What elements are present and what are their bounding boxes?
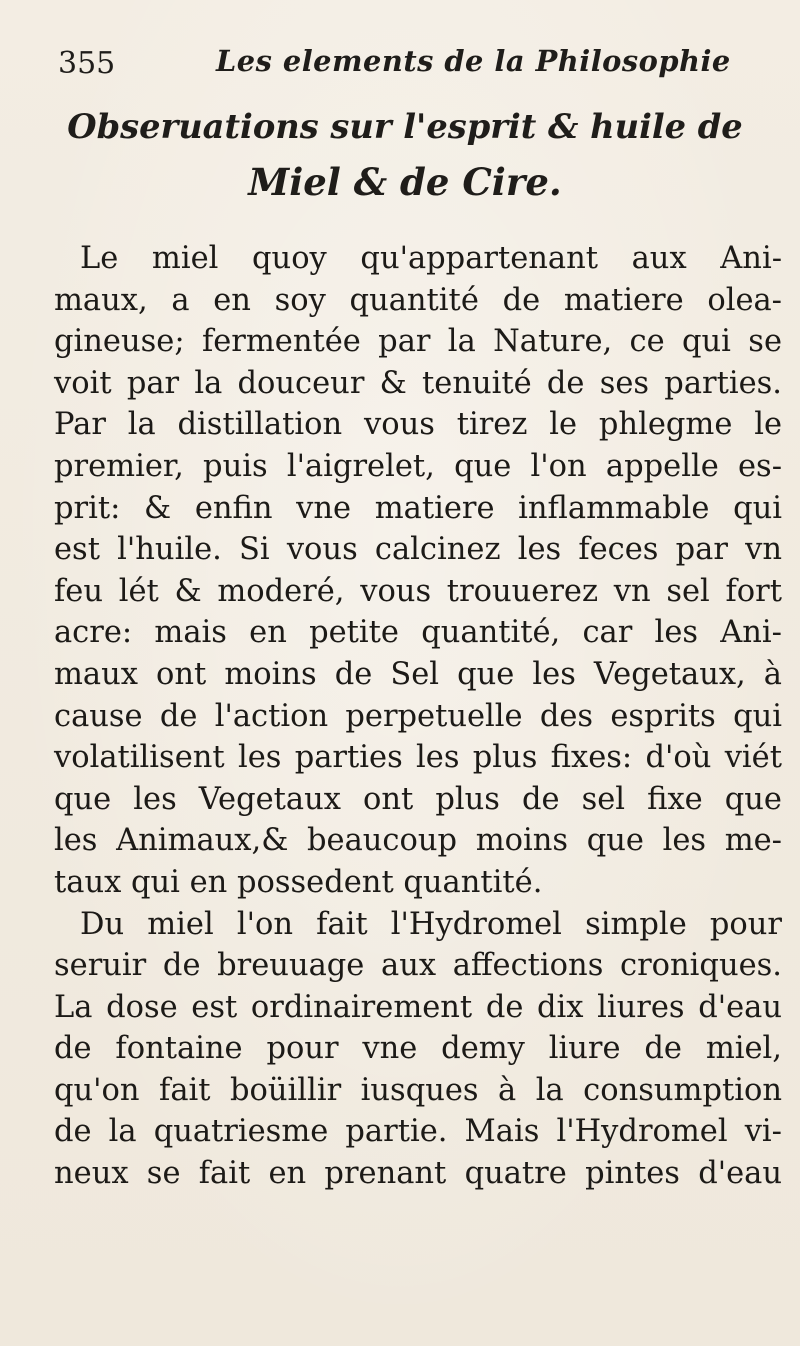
text-line: seruir de breuuage aux affections croniques. [54, 948, 782, 984]
text-line: que les Vegetaux ont plus de sel fixe que [54, 781, 782, 817]
text-line: qu'on fait boüillir iusques à la consumption [54, 1072, 782, 1108]
text-line: Par la distillation vous tirez le phlegme le [54, 407, 782, 443]
page-number: 355 [58, 46, 116, 81]
text-line: Le miel quoy qu'appartenant aux Ani- [80, 241, 782, 276]
body-text [54, 238, 782, 1195]
text-line: feu lét & moderé, vous trouuerez vn sel fort [54, 573, 782, 609]
text-line: Du miel l'on fait l'Hydromel simple pour [80, 906, 782, 942]
section-title-line-2: Miel & de Cire. [248, 160, 562, 204]
text-line: cause de l'action perpetuelle des esprits qui [54, 698, 782, 734]
running-title: Les elements de la Philosophie [216, 44, 731, 78]
text-line: taux qui en possedent quantité. [54, 864, 543, 900]
section-title-line-1: Obseruations sur l'esprit & huile de [67, 106, 743, 146]
text-line: La dose est ordinairement de dix liures d'eau [54, 989, 782, 1025]
text-line: voit par la douceur & tenuité de ses parties. [54, 365, 782, 401]
text-line: de fontaine pour vne demy liure de miel, [54, 1031, 782, 1067]
text-line: prit: & enfin vne matiere inflammable qui [54, 490, 782, 526]
text-line: les Animaux,& beaucoup moins que les me- [54, 823, 782, 859]
text-line: gineuse; fermentée par la Nature, ce qui se [54, 324, 782, 360]
text-line: de la quatriesme partie. Mais l'Hydromel vi- [54, 1114, 782, 1150]
text-line: maux ont moins de Sel que les Vegetaux, à [54, 656, 782, 692]
text-line: premier, puis l'aigrelet, que l'on appelle es- [54, 448, 782, 484]
section-title [60, 98, 750, 210]
text-line: volatilisent les parties les plus fixes: d'où viét [54, 740, 782, 776]
running-head [58, 38, 740, 88]
text-line: neux se fait en prenant quatre pintes d'eau [54, 1156, 782, 1192]
text-line: est l'huile. Si vous calcinez les feces par vn [54, 532, 782, 568]
text-line: maux, a en soy quantité de matiere olea- [54, 282, 782, 318]
text-line: acre: mais en petite quantité, car les Ani- [54, 615, 782, 651]
